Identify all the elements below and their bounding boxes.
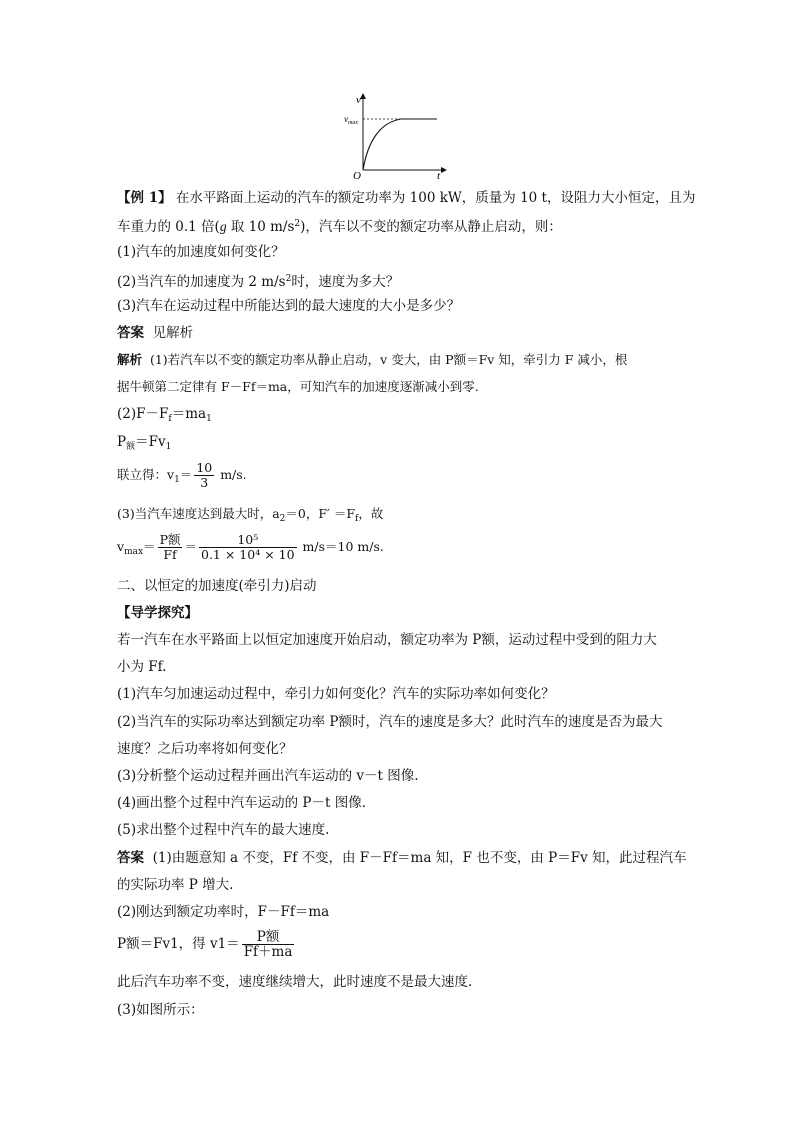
section-answer-2-line-1: (2)刚达到额定功率时，F－Ff＝ma bbox=[117, 904, 330, 920]
analysis-part-3: (3)当汽车速度达到最大时，$a_2=0$，$F' =F_f$，故 bbox=[117, 506, 384, 524]
x-axis-label: t bbox=[437, 170, 441, 180]
section-answer-2-line-3: 此后汽车功率不变，速度继续增大，此时速度不是最大速度. bbox=[117, 974, 473, 990]
fraction-p-over-ff: $\frac{\text{P额}}{Ff}$ bbox=[159, 532, 181, 562]
section-q2-line-1: (2)当汽车的实际功率达到额定功率 P额时，汽车的速度是多大？此时汽车的速度是否为最大 bbox=[117, 714, 663, 730]
example-question-line-1: 【例 1】 在水平路面上运动的汽车的额定功率为 100 kW，质量为 10 t，设阻力大小恒定，且为 bbox=[117, 190, 696, 206]
origin-label: O bbox=[353, 170, 361, 180]
guide-heading: 【导学探究】 bbox=[117, 605, 198, 621]
equation-2: $P_额=Fv_1$ bbox=[117, 434, 172, 452]
vmax-label: $v_{max}$ bbox=[344, 114, 358, 126]
example-answer: 答案 见解析 bbox=[117, 325, 194, 341]
vmax-equation: $v_{max}=$ $\frac{\text{P额}}{Ff}$ ＝ $\frac{\text{10⁵}}{\text{0.1 × 10⁴ × 10}}$ m/s＝10 m/s. bbox=[117, 532, 384, 562]
section-q5: (5)求出整个过程中汽车的最大速度. bbox=[117, 822, 330, 838]
example-tag: 【例 1】 bbox=[117, 190, 172, 206]
lianli-equation: 联立得：$v_1=$ $\frac{10}{3}$ m/s. bbox=[117, 460, 247, 490]
v-t-curve bbox=[363, 119, 437, 170]
example-q1: (1)汽车的加速度如何变化？ bbox=[117, 244, 285, 260]
fraction-v1: $\frac{\text{P额}}{Ff+ma}$ bbox=[243, 929, 293, 960]
section-q1: (1)汽车匀加速运动过程中，牵引力如何变化？汽车的实际功率如何变化？ bbox=[117, 686, 555, 702]
fraction-numeric: $\frac{\text{10⁵}}{\text{0.1 × 10⁴ × 10}}$ bbox=[201, 532, 295, 562]
y-axis-label: v bbox=[356, 94, 361, 106]
analysis-line-2: 据牛顿第二定律有 F－Ff＝ma，可知汽车的加速度逐渐减小到零. bbox=[117, 379, 479, 394]
section-heading: 二、以恒定的加速度(牵引力)启动 bbox=[117, 578, 317, 594]
section-answer-1-line-1: 答案 (1)由题意知 a 不变，Ff 不变，由 F－Ff＝ma 知，F 也不变，由 P＝Fv 知，此过程汽车 bbox=[117, 850, 687, 866]
example-question-line-2: 车重力的 0.1 倍(g 取 10 $m/s^2$)，汽车以不变的额定功率从静止启动，则： bbox=[117, 219, 562, 235]
intro-line-2: 小为 Ff. bbox=[117, 659, 167, 675]
analysis-line-1: 解析 (1)若汽车以不变的额定功率从静止启动，v 变大，由 P额＝Fv 知，牵引力 F 减小，根 bbox=[117, 352, 628, 367]
section-q4: (4)画出整个过程中汽车运动的 P－t 图像. bbox=[117, 795, 367, 811]
fraction-10-over-3: $\frac{10}{3}$ bbox=[196, 460, 213, 490]
example-q3: (3)汽车在运动过程中所能达到的最大速度的大小是多少？ bbox=[117, 298, 461, 314]
v-t-graph bbox=[336, 90, 448, 180]
intro-line-1: 若一汽车在水平路面上以恒定加速度开始启动，额定功率为 P额，运动过程中受到的阻力大 bbox=[117, 632, 657, 648]
example-q2: (2)当汽车的加速度为 2 $m/s^2$时，速度为多大？ bbox=[117, 274, 400, 290]
section-q2-line-2: 速度？之后功率将如何变化？ bbox=[117, 741, 293, 757]
section-answer-2-equation: P额＝Fv1，得 v1＝ $\frac{\text{P额}}{Ff+ma}$ bbox=[117, 929, 293, 960]
equation-1: $(2)F-F_f=ma_1$ bbox=[117, 406, 212, 424]
section-answer-1-line-2: 的实际功率 P 增大. bbox=[117, 877, 234, 893]
section-q3: (3)分析整个运动过程并画出汽车运动的 v－t 图像. bbox=[117, 768, 419, 784]
section-answer-3: (3)如图所示： bbox=[117, 1002, 204, 1018]
